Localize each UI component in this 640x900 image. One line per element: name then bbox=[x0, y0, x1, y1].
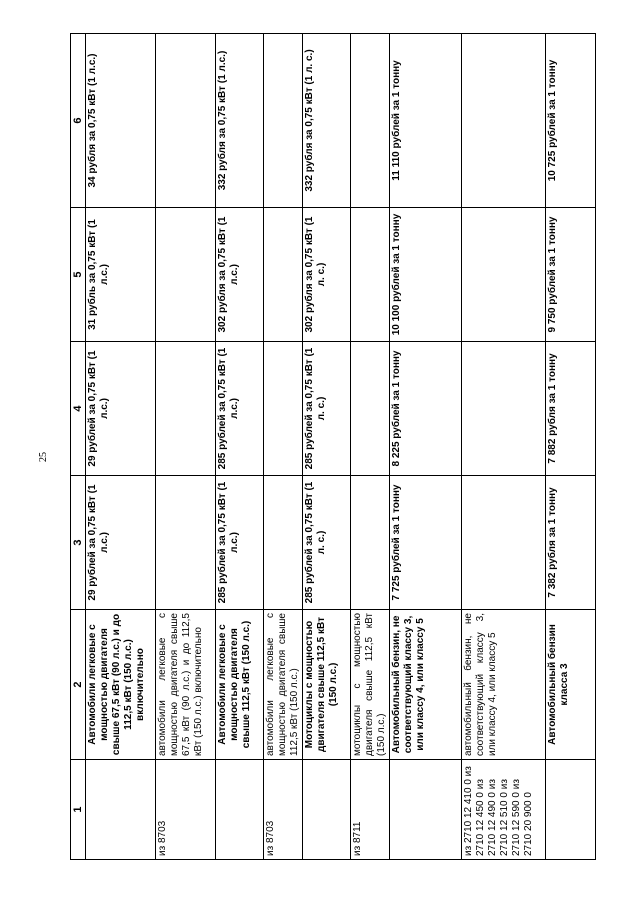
header-col-5: 5 bbox=[71, 208, 86, 342]
description-cell: Автомобильный бензин, не соответствующий классу 3, или классу 4, или классу 5 bbox=[390, 610, 462, 760]
rate-cell: 29 рублей за 0,75 кВт (1 л.с.) bbox=[86, 342, 156, 476]
header-col-2: 2 bbox=[71, 610, 86, 760]
rate-cell: 332 рубля за 0,75 кВт (1 л.с.) bbox=[216, 34, 264, 208]
rate-cell: 7 882 рубля за 1 тонну bbox=[546, 342, 596, 476]
rate-cell: 285 рублей за 0,75 кВт (1 л.с.) bbox=[216, 342, 264, 476]
description-cell: Автомобили легковые с мощностью двигателя свыше 67,5 кВт (90 л.с.) и до 112,5 кВт (150 л.с.) включительно bbox=[86, 610, 156, 760]
header-col-6: 6 bbox=[71, 34, 86, 208]
rate-cell: 11 110 рублей за 1 тонну bbox=[390, 34, 462, 208]
header-col-3: 3 bbox=[71, 476, 86, 610]
code-cell bbox=[390, 760, 462, 860]
rate-cell bbox=[156, 208, 216, 342]
code-cell: из 2710 12 410 0 из 2710 12 450 0 из 2710 12 490 0 из 2710 12 510 0 из 2710 12 590 0 из 2710 20 900 0 bbox=[462, 760, 546, 860]
description-cell: автомобильный бензин, не соответствующий классу 3, или классу 4, или классу 5 bbox=[462, 610, 546, 760]
rate-cell bbox=[462, 34, 546, 208]
rate-cell bbox=[264, 208, 303, 342]
rate-cell: 9 750 рублей за 1 тонну bbox=[546, 208, 596, 342]
rate-cell bbox=[156, 476, 216, 610]
rate-cell: 285 рублей за 0,75 кВт (1 л. с.) bbox=[303, 342, 351, 476]
rotated-page bbox=[70, 34, 590, 860]
header-col-4: 4 bbox=[71, 342, 86, 476]
table-row bbox=[86, 34, 156, 860]
header-row bbox=[71, 34, 86, 860]
rate-cell bbox=[351, 476, 390, 610]
rate-cell: 29 рублей за 0,75 кВт (1 л.с.) bbox=[86, 476, 156, 610]
table-row bbox=[351, 34, 390, 860]
rate-cell: 7 382 рубля за 1 тонну bbox=[546, 476, 596, 610]
rate-cell: 302 рубля за 0,75 кВт (1 л.с.) bbox=[216, 208, 264, 342]
page-number: 25 bbox=[38, 452, 49, 462]
tax-rate-table bbox=[70, 33, 596, 860]
table-row bbox=[216, 34, 264, 860]
rate-cell: 302 рубля за 0,75 кВт (1 л. с.) bbox=[303, 208, 351, 342]
rate-cell: 7 725 рублей за 1 тонну bbox=[390, 476, 462, 610]
table-row bbox=[303, 34, 351, 860]
rate-cell: 10 725 рублей за 1 тонну bbox=[546, 34, 596, 208]
code-cell: из 8703 bbox=[264, 760, 303, 860]
rate-cell bbox=[264, 342, 303, 476]
code-cell bbox=[216, 760, 264, 860]
rate-cell bbox=[462, 476, 546, 610]
rate-cell: 285 рублей за 0,75 кВт (1 л. с.) bbox=[303, 476, 351, 610]
code-cell bbox=[86, 760, 156, 860]
table-row bbox=[390, 34, 462, 860]
rate-cell bbox=[264, 476, 303, 610]
rate-cell bbox=[462, 342, 546, 476]
code-cell: из 8711 bbox=[351, 760, 390, 860]
description-cell: Мотоциклы с мощностью двигателя свыше 112,5 кВт (150 л.с.) bbox=[303, 610, 351, 760]
description-cell: автомобили легковые с мощностью двигателя свыше 112,5 кВт (150 л.с.) bbox=[264, 610, 303, 760]
table-row bbox=[546, 34, 596, 860]
rate-cell: 285 рублей за 0,75 кВт (1 л.с.) bbox=[216, 476, 264, 610]
description-cell: автомобили легковые с мощностью двигателя свыше 67,5 кВт (90 л.с.) и до 112,5 кВт (150 л.с.) включительно bbox=[156, 610, 216, 760]
rate-cell: 332 рубля за 0,75 кВт (1 л. с.) bbox=[303, 34, 351, 208]
description-cell: Автомобили легковые с мощностью двигателя свыше 112,5 кВт (150 л.с.) bbox=[216, 610, 264, 760]
rate-cell: 8 225 рублей за 1 тонну bbox=[390, 342, 462, 476]
rate-cell bbox=[462, 208, 546, 342]
rate-cell bbox=[351, 342, 390, 476]
code-cell bbox=[303, 760, 351, 860]
code-cell bbox=[546, 760, 596, 860]
table-row bbox=[156, 34, 216, 860]
description-cell: Автомобильный бензин класса 3 bbox=[546, 610, 596, 760]
rate-cell: 10 100 рублей за 1 тонну bbox=[390, 208, 462, 342]
rate-cell bbox=[156, 34, 216, 208]
rate-cell: 34 рубля за 0,75 кВт (1 л.с.) bbox=[86, 34, 156, 208]
table-row bbox=[264, 34, 303, 860]
rate-cell bbox=[351, 208, 390, 342]
table-row bbox=[462, 34, 546, 860]
rate-cell bbox=[264, 34, 303, 208]
description-cell: мотоциклы с мощностью двигателя свыше 112,5 кВт (150 л.с.) bbox=[351, 610, 390, 760]
rate-cell: 31 рубль за 0,75 кВт (1 л.с.) bbox=[86, 208, 156, 342]
code-cell: из 8703 bbox=[156, 760, 216, 860]
rate-cell bbox=[351, 34, 390, 208]
rate-cell bbox=[156, 342, 216, 476]
header-col-1: 1 bbox=[71, 760, 86, 860]
